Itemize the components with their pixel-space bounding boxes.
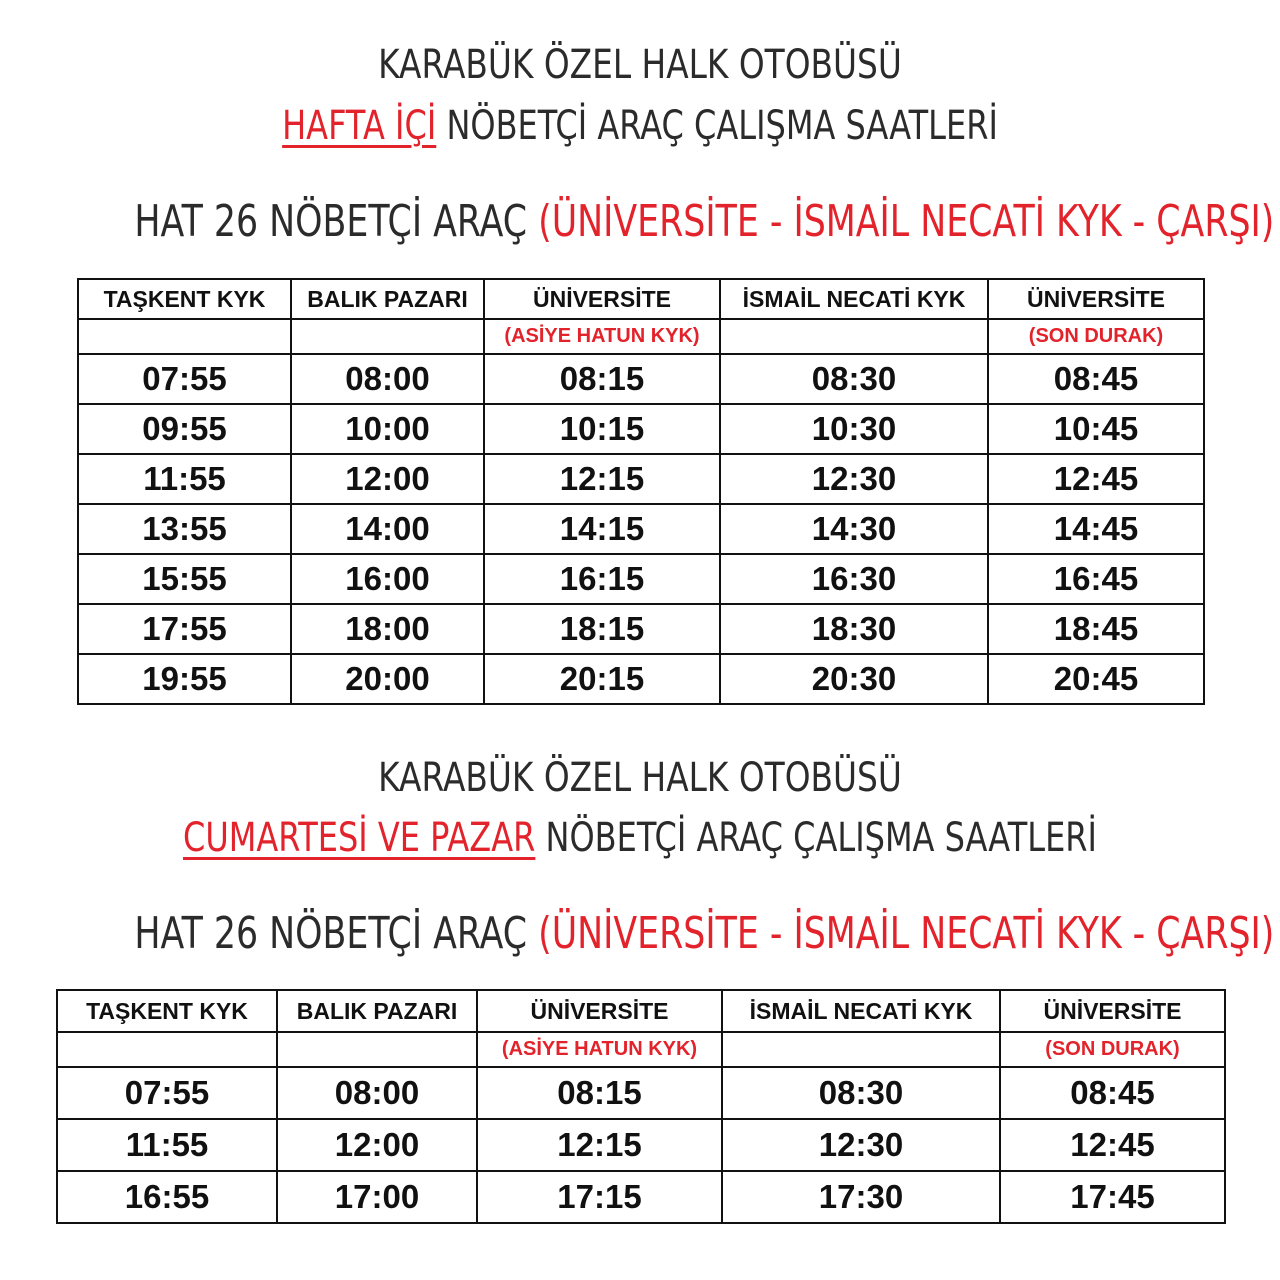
- time-cell: 12:00: [291, 454, 484, 504]
- time-cell: 16:15: [484, 554, 720, 604]
- time-cell: 17:30: [722, 1171, 1000, 1223]
- time-cell: 08:30: [722, 1067, 1000, 1119]
- column-subheader: (SON DURAK): [988, 319, 1204, 354]
- table-row: [78, 504, 1204, 554]
- weekend-schedule-table: [56, 989, 1226, 1224]
- time-cell: 18:00: [291, 604, 484, 654]
- time-cell: 12:00: [277, 1119, 477, 1171]
- time-cell: 08:15: [484, 354, 720, 404]
- weekend-route-name: (ÜNİVERSİTE - İSMAİL NECATİ KYK - ÇARŞI): [538, 908, 1275, 959]
- time-cell: 17:00: [277, 1171, 477, 1223]
- time-cell: 12:45: [1000, 1119, 1225, 1171]
- table-row: [78, 654, 1204, 704]
- time-cell: 08:45: [1000, 1067, 1225, 1119]
- time-cell: 18:30: [720, 604, 988, 654]
- time-cell: 14:15: [484, 504, 720, 554]
- time-cell: 08:00: [291, 354, 484, 404]
- column-header: TAŞKENT KYK: [57, 990, 277, 1032]
- time-cell: 17:55: [78, 604, 291, 654]
- time-cell: 18:45: [988, 604, 1204, 654]
- table-row: [57, 1067, 1225, 1119]
- column-subheader: (ASİYE HATUN KYK): [477, 1032, 722, 1067]
- time-cell: 16:55: [57, 1171, 277, 1223]
- time-cell: 11:55: [57, 1119, 277, 1171]
- column-subheader: (SON DURAK): [1000, 1032, 1225, 1067]
- time-cell: 12:30: [720, 454, 988, 504]
- column-subheader: [78, 319, 291, 354]
- time-cell: 13:55: [78, 504, 291, 554]
- column-header: ÜNİVERSİTE: [1000, 990, 1225, 1032]
- column-subheader: (ASİYE HATUN KYK): [484, 319, 720, 354]
- weekend-title-line1: KARABÜK ÖZEL HALK OTOBÜSÜ: [378, 755, 902, 801]
- column-header: İSMAİL NECATİ KYK: [720, 279, 988, 319]
- column-header: ÜNİVERSİTE: [484, 279, 720, 319]
- column-subheader: [720, 319, 988, 354]
- subheader-row: [57, 1032, 1225, 1067]
- time-cell: 17:15: [477, 1171, 722, 1223]
- weekend-route-prefix: HAT 26 NÖBETÇİ ARAÇ: [134, 908, 528, 959]
- time-cell: 14:00: [291, 504, 484, 554]
- time-cell: 08:15: [477, 1067, 722, 1119]
- time-cell: 17:45: [1000, 1171, 1225, 1223]
- time-cell: 12:15: [484, 454, 720, 504]
- weekday-day-highlight: HAFTA İÇİ: [282, 103, 437, 149]
- header-row: [57, 990, 1225, 1032]
- weekend-route-title: [134, 908, 1275, 959]
- time-cell: 19:55: [78, 654, 291, 704]
- column-subheader: [722, 1032, 1000, 1067]
- time-cell: 10:30: [720, 404, 988, 454]
- weekday-route-name: (ÜNİVERSİTE - İSMAİL NECATİ KYK - ÇARŞI): [538, 196, 1275, 247]
- column-subheader: [277, 1032, 477, 1067]
- header-row: [78, 279, 1204, 319]
- column-header: TAŞKENT KYK: [78, 279, 291, 319]
- time-cell: 15:55: [78, 554, 291, 604]
- time-cell: 20:30: [720, 654, 988, 704]
- time-cell: 18:15: [484, 604, 720, 654]
- time-cell: 08:00: [277, 1067, 477, 1119]
- table-row: [78, 554, 1204, 604]
- time-cell: 08:45: [988, 354, 1204, 404]
- column-subheader: [57, 1032, 277, 1067]
- time-cell: 16:45: [988, 554, 1204, 604]
- time-cell: 16:30: [720, 554, 988, 604]
- column-header: ÜNİVERSİTE: [477, 990, 722, 1032]
- weekday-schedule-table: [77, 278, 1205, 705]
- weekday-route-prefix: HAT 26 NÖBETÇİ ARAÇ: [134, 196, 528, 247]
- time-cell: 14:45: [988, 504, 1204, 554]
- weekday-route-title: [134, 196, 1275, 247]
- time-cell: 12:15: [477, 1119, 722, 1171]
- table-row: [78, 604, 1204, 654]
- column-subheader: [291, 319, 484, 354]
- weekend-title-rest: NÖBETÇİ ARAÇ ÇALIŞMA SAATLERİ: [545, 815, 1097, 861]
- column-header: BALIK PAZARI: [277, 990, 477, 1032]
- time-cell: 10:45: [988, 404, 1204, 454]
- time-cell: 07:55: [57, 1067, 277, 1119]
- weekday-title-line2: [128, 103, 1152, 149]
- table-row: [57, 1119, 1225, 1171]
- weekday-title-rest: NÖBETÇİ ARAÇ ÇALIŞMA SAATLERİ: [446, 103, 998, 149]
- time-cell: 10:15: [484, 404, 720, 454]
- time-cell: 10:00: [291, 404, 484, 454]
- time-cell: 12:45: [988, 454, 1204, 504]
- time-cell: 14:30: [720, 504, 988, 554]
- table-row: [57, 1171, 1225, 1223]
- time-cell: 16:00: [291, 554, 484, 604]
- time-cell: 20:15: [484, 654, 720, 704]
- time-cell: 20:45: [988, 654, 1204, 704]
- time-cell: 11:55: [78, 454, 291, 504]
- table-row: [78, 454, 1204, 504]
- time-cell: 09:55: [78, 404, 291, 454]
- time-cell: 07:55: [78, 354, 291, 404]
- subheader-row: [78, 319, 1204, 354]
- time-cell: 12:30: [722, 1119, 1000, 1171]
- column-header: ÜNİVERSİTE: [988, 279, 1204, 319]
- weekend-title-line2: [128, 815, 1152, 861]
- column-header: İSMAİL NECATİ KYK: [722, 990, 1000, 1032]
- table-row: [78, 354, 1204, 404]
- column-header: BALIK PAZARI: [291, 279, 484, 319]
- weekend-day-highlight: CUMARTESİ VE PAZAR: [183, 815, 536, 861]
- table-row: [78, 404, 1204, 454]
- weekday-title-line1: KARABÜK ÖZEL HALK OTOBÜSÜ: [378, 42, 902, 88]
- time-cell: 20:00: [291, 654, 484, 704]
- time-cell: 08:30: [720, 354, 988, 404]
